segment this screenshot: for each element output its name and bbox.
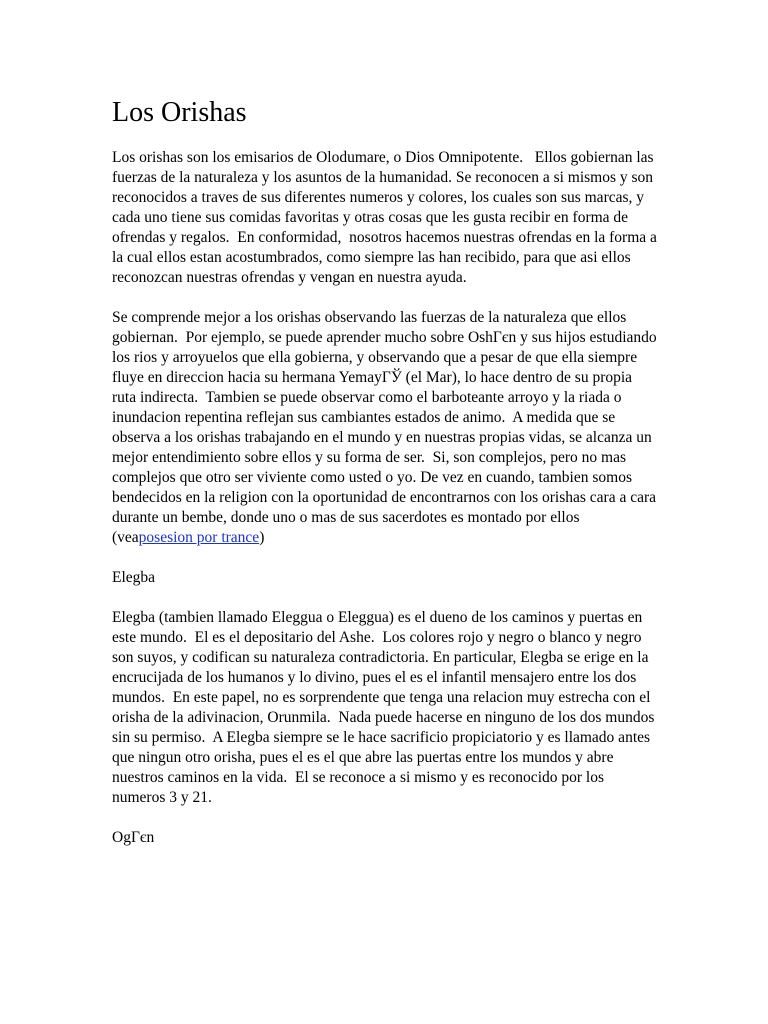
elegba-heading: Elegba — [112, 569, 156, 586]
trance-possession-link[interactable]: posesion por trance — [138, 529, 260, 546]
document-content — [112, 95, 661, 868]
intro-paragraph: Los orishas son los emisarios de Olodumare, o Dios Omnipotente. Ellos gobiernan las fuerzas de la naturaleza y los asuntos de la humanidad. Se reconocen a si mismos y son reconocidos a traves de sus diferentes numeros y colores, los cuales son sus marcas, y cada uno tiene sus comidas favoritas y otras cosas que les gusta recibir en forma de ofrendas y regalos. En conformidad, nosotros hacemos nuestras ofrendas en la forma a la cual ellos estan acostumbrados, como siempre las han recibido, para que asi ellos reconozcan nuestras ofrendas y vengan en nuestra ayuda. — [112, 149, 661, 286]
page-title: Los Orishas — [112, 97, 247, 128]
nature-paragraph — [112, 308, 661, 548]
elegba-paragraph: Elegba (tambien llamado Eleggua o Eleggua) es el dueno de los caminos y puertas en este mundo. El es el depositario del Ashe. Los colores rojo y negro o blanco y negro son suyos, y codifican su naturaleza contradictoria. En particular, Elegba se erige en la encrucijada de los humanos y lo divino, pues el es el infantil mensajero entre los dos mundos. En este papel, no es sorprendente que tenga una relacion muy estrecha con el orisha de la adivinacion, Orunmila. Nada puede hacerse en ninguno de los dos mundos sin su permiso. A Elegba siempre se le hace sacrificio propiciatorio y es llamado antes que ningun otro orisha, pues el es el que abre las puertas entre los mundos y abre nuestros caminos en la vida. El se reconoce a si mismo y es reconocido por los numeros 3 y 21. — [112, 609, 659, 806]
ogun-heading: OgΓєn — [112, 829, 155, 846]
nature-paragraph-text: Se comprende mejor a los orishas observando las fuerzas de la naturaleza que ellos gobiernan. Por ejemplo, se puede aprender mucho sobre OshΓєn y sus hijos estudiando los rios y arroyuelos que ella gobierna, y observando que a pesar de que ella siempre fluye en direccion hacia su hermana YemayΓЎ (el Mar), lo hace dentro de su propia ruta indirecta. Tambien se puede observar como el barboteante arroyo y la riada o inundacion repentina reflejan sus cambiantes estados de animo. A medida que se observa a los orishas trabajando en el mundo y en nuestras propias vidas, se alcanza un mejor entendimiento sobre ellos y su forma de ser. Si, son complejos, pero no mas complejos que otro ser viviente como usted o yo. De vez en cuando, tambien somos bendecidos en la religion con la oportunidad de encontrarnos con los orishas cara a cara durante un bembe, donde uno o mas de sus sacerdotes es montado por ellos (vea — [112, 309, 661, 546]
nature-paragraph-close: ) — [259, 529, 265, 546]
